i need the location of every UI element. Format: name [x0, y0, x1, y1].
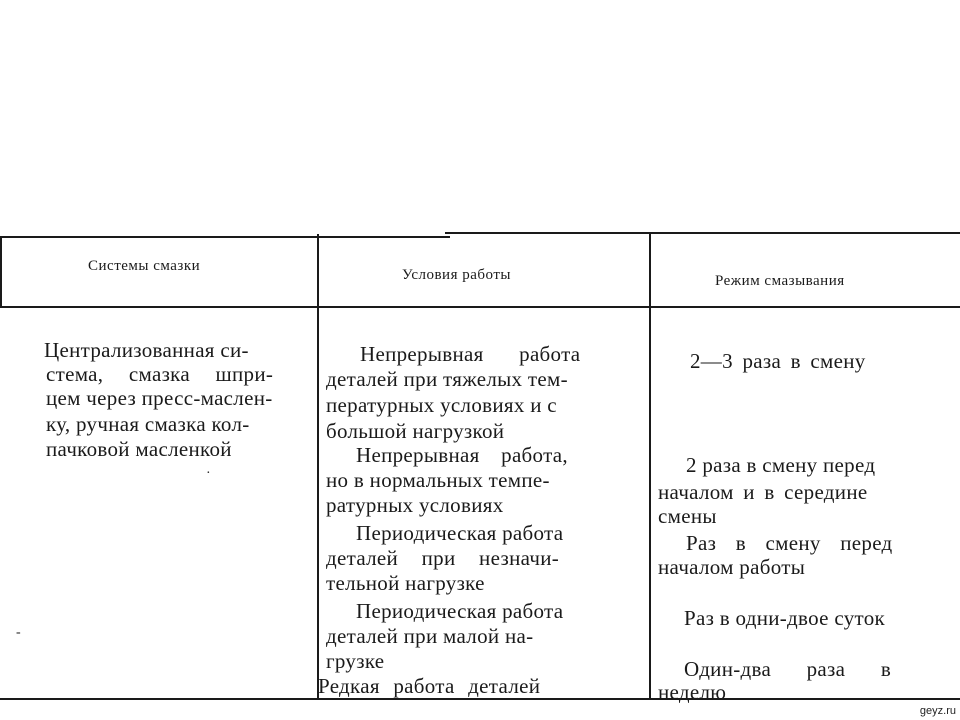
conditions-line: но в нормальных темпе- [326, 468, 550, 492]
systems-line: стема, смазка шпри- [46, 362, 274, 386]
systems-line: Централизованная си- [44, 338, 249, 362]
systems-line: цем через пресс-маслен- [46, 386, 273, 410]
column-divider-2 [649, 234, 651, 700]
table-top-rule-right [445, 232, 960, 234]
mode-line: 2—3 раза в смену [690, 349, 866, 373]
table-bottom-rule [0, 698, 960, 700]
conditions-line: Непрерывная работа, [356, 443, 568, 467]
conditions-line: тельной нагрузке [326, 571, 485, 595]
conditions-line: Непрерывная работа [360, 342, 581, 366]
conditions-line: большой нагрузкой [326, 419, 505, 443]
mode-line: Раз в одни-двое суток [684, 606, 885, 630]
mode-line: Раз в смену перед [686, 531, 893, 555]
conditions-line: ратурных условиях [326, 493, 504, 517]
mode-line: началом и в середине [658, 480, 868, 504]
header-bottom-rule [0, 306, 960, 308]
site-watermark: geyz.ru [919, 705, 956, 717]
header-systems: Системы смазки [88, 258, 201, 274]
conditions-line: Редкая работа деталей [318, 674, 541, 698]
scan-dash-mark: - [16, 625, 21, 640]
mode-line: смены [658, 504, 717, 528]
column-divider-1 [317, 234, 319, 700]
conditions-line: Периодическая работа [356, 521, 564, 545]
scan-dot-mark: · [206, 466, 211, 481]
conditions-line: пературных условиях и с [326, 393, 557, 417]
left-edge-mark [0, 236, 2, 306]
conditions-line: грузке [326, 649, 385, 673]
table-top-rule-left [0, 236, 450, 238]
header-mode: Режим смазывания [715, 273, 845, 289]
systems-line: пачковой масленкой [46, 437, 232, 461]
mode-line: началом работы [658, 555, 806, 579]
header-conditions: Условия работы [402, 267, 511, 283]
conditions-line: Периодическая работа [356, 599, 564, 623]
mode-line: Один-два раза в [684, 657, 892, 681]
mode-line: 2 раза в смену перед [686, 453, 876, 477]
mode-line: неделю [658, 680, 727, 704]
conditions-line: деталей при малой на- [326, 624, 534, 648]
conditions-line: деталей при тяжелых тем- [326, 367, 568, 391]
conditions-line: деталей при незначи- [326, 546, 560, 570]
systems-line: ку, ручная смазка кол- [46, 412, 250, 436]
